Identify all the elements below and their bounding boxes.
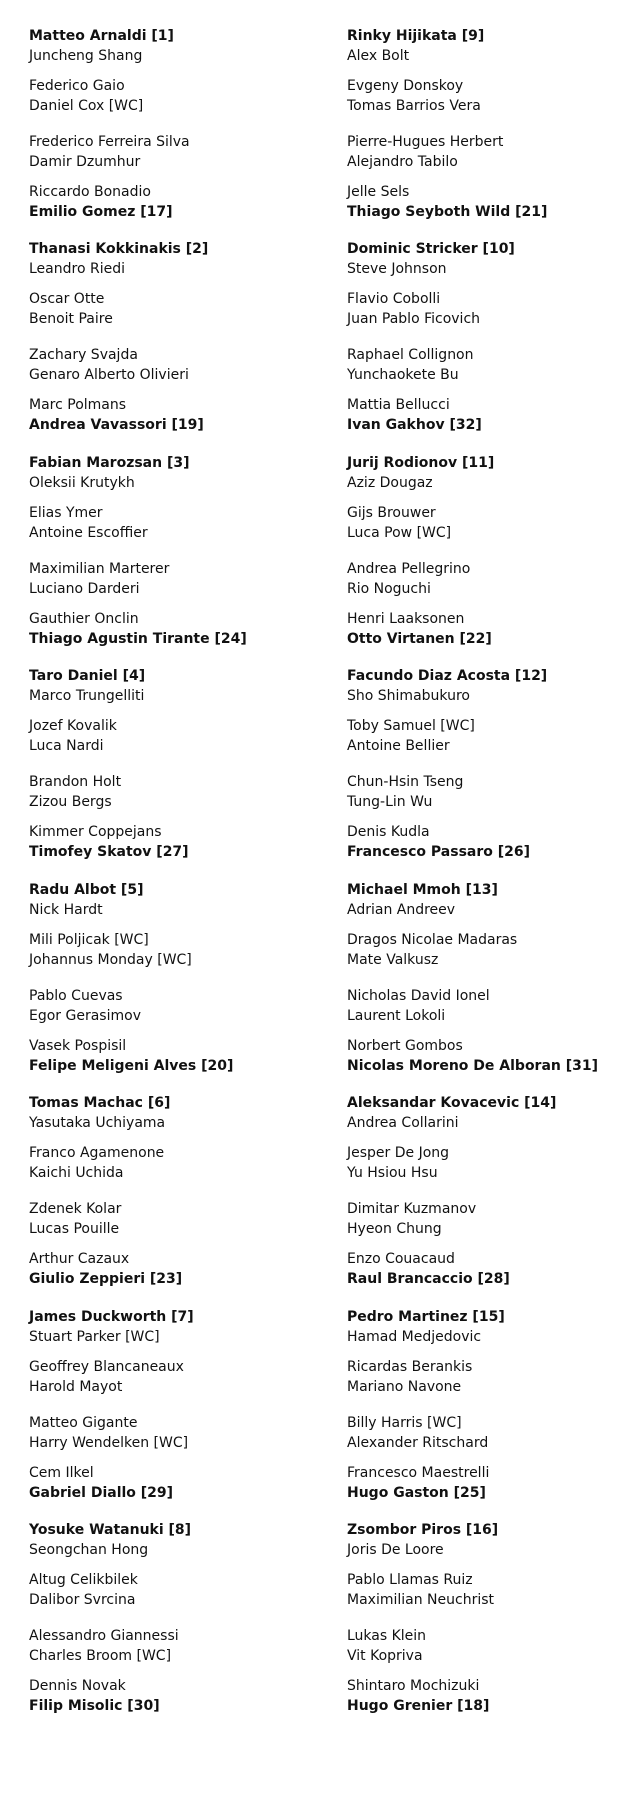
player-name: Alejandro Tabilo xyxy=(347,154,458,170)
player-name: Geoffrey Blancaneaux xyxy=(29,1359,184,1375)
player-name: Marc Polmans xyxy=(29,397,127,413)
player-name: Francesco Maestrelli xyxy=(347,1465,490,1481)
player-name-seeded: Taro Daniel [4] xyxy=(29,668,146,684)
player-name: Enzo Couacaud xyxy=(347,1251,455,1267)
player-name: Rio Noguchi xyxy=(347,581,431,597)
player-name: Oleksii Krutykh xyxy=(29,475,135,491)
player-name: Stuart Parker [WC] xyxy=(29,1329,160,1345)
player-name: Shintaro Mochizuki xyxy=(347,1678,480,1694)
player-name: Zizou Bergs xyxy=(29,794,112,810)
draw-section xyxy=(29,880,329,1307)
player-name: Altug Celikbilek xyxy=(29,1572,138,1588)
player-name: Hamad Medjedovic xyxy=(347,1329,482,1345)
player-name-seeded: Pedro Martinez [15] xyxy=(347,1309,505,1325)
player-name-seeded: Hugo Gaston [25] xyxy=(347,1485,486,1501)
player-name-seeded: Facundo Diaz Acosta [12] xyxy=(347,668,548,684)
player-name-seeded: Dominic Stricker [10] xyxy=(347,241,515,257)
player-name: Egor Gerasimov xyxy=(29,1008,141,1024)
player-name: Laurent Lokoli xyxy=(347,1008,446,1024)
player-name-seeded: Francesco Passaro [26] xyxy=(347,844,531,860)
draw-section xyxy=(29,453,329,880)
player-name: Luciano Darderi xyxy=(29,581,140,597)
player-name: Leandro Riedi xyxy=(29,261,125,277)
player-name: Dragos Nicolae Madaras xyxy=(347,932,518,948)
player-name: Steve Johnson xyxy=(347,261,447,277)
player-name: Jelle Sels xyxy=(347,184,410,200)
draw-section xyxy=(347,880,620,1307)
player-name: Antoine Escoffier xyxy=(29,525,148,541)
player-name: Yasutaka Uchiyama xyxy=(29,1115,166,1131)
player-name-seeded: Jurij Rodionov [11] xyxy=(347,455,495,471)
player-name-seeded: Matteo Arnaldi [1] xyxy=(29,28,174,44)
player-name-seeded: Thiago Agustin Tirante [24] xyxy=(29,631,247,647)
player-name: Antoine Bellier xyxy=(347,738,450,754)
player-name: Mattia Bellucci xyxy=(347,397,450,413)
player-name: Tomas Barrios Vera xyxy=(347,98,481,114)
player-name: Elias Ymer xyxy=(29,505,103,521)
player-name: Harold Mayot xyxy=(29,1379,123,1395)
player-name: Arthur Cazaux xyxy=(29,1251,130,1267)
player-name: Johannus Monday [WC] xyxy=(29,952,192,968)
player-name: Nicholas David Ionel xyxy=(347,988,490,1004)
player-name-seeded: Gabriel Diallo [29] xyxy=(29,1485,174,1501)
player-name: Tung-Lin Wu xyxy=(347,794,433,810)
player-name: Norbert Gombos xyxy=(347,1038,463,1054)
player-name: Alex Bolt xyxy=(347,48,410,64)
player-name-seeded: Rinky Hijikata [9] xyxy=(347,28,485,44)
player-name: Flavio Cobolli xyxy=(347,291,441,307)
player-name: Pablo Llamas Ruiz xyxy=(347,1572,473,1588)
player-name: Franco Agamenone xyxy=(29,1145,165,1161)
player-name-seeded: Fabian Marozsan [3] xyxy=(29,455,190,471)
player-name: Pablo Cuevas xyxy=(29,988,123,1004)
left-column xyxy=(29,26,329,1734)
player-name: Maximilian Neuchrist xyxy=(347,1592,494,1608)
player-name-seeded: Thiago Seyboth Wild [21] xyxy=(347,204,548,220)
player-name: Riccardo Bonadio xyxy=(29,184,151,200)
player-name: Adrian Andreev xyxy=(347,902,456,918)
player-name: Raphael Collignon xyxy=(347,347,474,363)
player-name: Billy Harris [WC] xyxy=(347,1415,462,1431)
player-name-seeded: Nicolas Moreno De Alboran [31] xyxy=(347,1058,599,1074)
right-column xyxy=(347,26,620,1734)
player-name: Gauthier Onclin xyxy=(29,611,139,627)
player-name-seeded: Ivan Gakhov [32] xyxy=(347,417,482,433)
player-name: Mariano Navone xyxy=(347,1379,462,1395)
player-name: Kaichi Uchida xyxy=(29,1165,124,1181)
player-name: Frederico Ferreira Silva xyxy=(29,134,190,150)
player-name-seeded: Emilio Gomez [17] xyxy=(29,204,173,220)
player-name: Brandon Holt xyxy=(29,774,122,790)
player-name: Vasek Pospisil xyxy=(29,1038,127,1054)
player-name-seeded: Felipe Meligeni Alves [20] xyxy=(29,1058,234,1074)
player-name: Dalibor Svrcina xyxy=(29,1592,136,1608)
player-name: Toby Samuel [WC] xyxy=(347,718,475,734)
player-name: Genaro Alberto Olivieri xyxy=(29,367,189,383)
player-name: Denis Kudla xyxy=(347,824,430,840)
player-name: Dimitar Kuzmanov xyxy=(347,1201,477,1217)
player-name-seeded: Andrea Vavassori [19] xyxy=(29,417,204,433)
draw-section xyxy=(347,26,620,453)
draw-section xyxy=(347,1307,620,1734)
player-name: Lukas Klein xyxy=(347,1628,427,1644)
player-name: Yu Hsiou Hsu xyxy=(347,1165,438,1181)
player-name: Lucas Pouille xyxy=(29,1221,120,1237)
player-name: Oscar Otte xyxy=(29,291,105,307)
player-name-seeded: Tomas Machac [6] xyxy=(29,1095,171,1111)
player-name: Sho Shimabukuro xyxy=(347,688,470,704)
player-name-seeded: Giulio Zeppieri [23] xyxy=(29,1271,183,1287)
player-name: Jozef Kovalik xyxy=(29,718,117,734)
player-name: Hyeon Chung xyxy=(347,1221,442,1237)
player-name: Juncheng Shang xyxy=(29,48,143,64)
player-name: Yunchaokete Bu xyxy=(347,367,459,383)
player-name: Damir Dzumhur xyxy=(29,154,141,170)
player-name: Luca Pow [WC] xyxy=(347,525,452,541)
draw-section xyxy=(29,1307,329,1734)
player-name: Federico Gaio xyxy=(29,78,125,94)
player-name: Mate Valkusz xyxy=(347,952,439,968)
player-name: Andrea Pellegrino xyxy=(347,561,471,577)
player-name: Vit Kopriva xyxy=(347,1648,423,1664)
player-name: Harry Wendelken [WC] xyxy=(29,1435,189,1451)
player-name: Marco Trungelliti xyxy=(29,688,145,704)
player-name: Benoit Paire xyxy=(29,311,113,327)
player-name: Juan Pablo Ficovich xyxy=(347,311,481,327)
player-name: Henri Laaksonen xyxy=(347,611,465,627)
player-name: Jesper De Jong xyxy=(347,1145,450,1161)
player-name-seeded: Michael Mmoh [13] xyxy=(347,882,498,898)
player-name: Joris De Loore xyxy=(347,1542,444,1558)
player-name-seeded: James Duckworth [7] xyxy=(29,1309,194,1325)
draw-section xyxy=(29,26,329,453)
player-name: Chun-Hsin Tseng xyxy=(347,774,464,790)
player-name: Matteo Gigante xyxy=(29,1415,138,1431)
player-name: Zdenek Kolar xyxy=(29,1201,122,1217)
player-name: Mili Poljicak [WC] xyxy=(29,932,149,948)
player-name-seeded: Raul Brancaccio [28] xyxy=(347,1271,510,1287)
player-name-seeded: Timofey Skatov [27] xyxy=(29,844,189,860)
player-name-seeded: Radu Albot [5] xyxy=(29,882,144,898)
player-name: Seongchan Hong xyxy=(29,1542,149,1558)
player-name: Maximilian Marterer xyxy=(29,561,170,577)
player-name: Daniel Cox [WC] xyxy=(29,98,144,114)
player-name: Charles Broom [WC] xyxy=(29,1648,172,1664)
player-name: Gijs Brouwer xyxy=(347,505,436,521)
player-name-seeded: Otto Virtanen [22] xyxy=(347,631,492,647)
player-name-seeded: Zsombor Piros [16] xyxy=(347,1522,499,1538)
player-name: Nick Hardt xyxy=(29,902,103,918)
player-name: Andrea Collarini xyxy=(347,1115,459,1131)
player-name-seeded: Thanasi Kokkinakis [2] xyxy=(29,241,209,257)
player-name-seeded: Yosuke Watanuki [8] xyxy=(29,1522,192,1538)
player-name: Ricardas Berankis xyxy=(347,1359,473,1375)
player-name: Aziz Dougaz xyxy=(347,475,433,491)
player-name: Luca Nardi xyxy=(29,738,104,754)
player-name-seeded: Aleksandar Kovacevic [14] xyxy=(347,1095,557,1111)
player-name: Dennis Novak xyxy=(29,1678,126,1694)
draw-section xyxy=(347,453,620,880)
player-name: Alessandro Giannessi xyxy=(29,1628,179,1644)
player-name: Pierre-Hugues Herbert xyxy=(347,134,504,150)
player-name: Cem Ilkel xyxy=(29,1465,94,1481)
player-name: Alexander Ritschard xyxy=(347,1435,489,1451)
player-name: Zachary Svajda xyxy=(29,347,138,363)
player-name: Evgeny Donskoy xyxy=(347,78,464,94)
player-name-seeded: Filip Misolic [30] xyxy=(29,1698,160,1714)
player-name-seeded: Hugo Grenier [18] xyxy=(347,1698,490,1714)
player-name: Kimmer Coppejans xyxy=(29,824,162,840)
